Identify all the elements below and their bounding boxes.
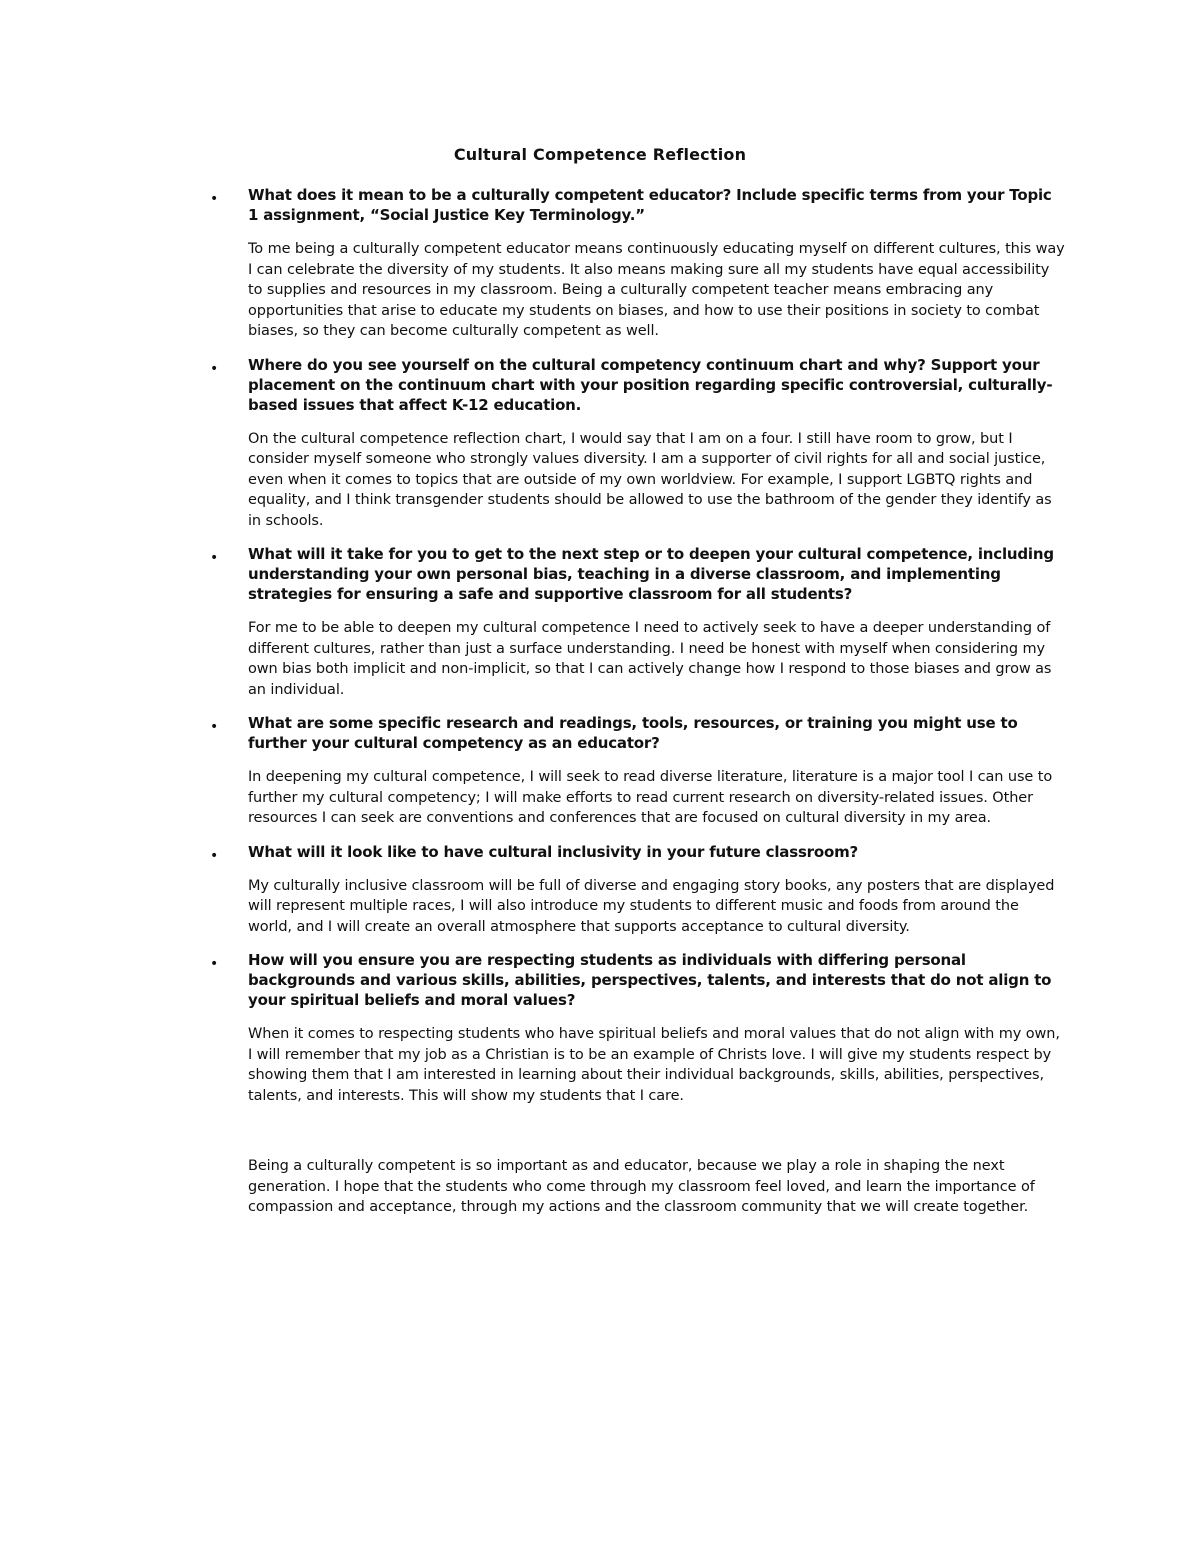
question-text: What will it look like to have cultural inclusivity in your future classroom? xyxy=(248,842,859,861)
bullet-icon: • xyxy=(210,191,219,207)
qa-section-6 xyxy=(210,950,1065,1106)
question-row xyxy=(210,713,1065,753)
bullet-icon: • xyxy=(210,550,219,566)
document-title: Cultural Competence Reflection xyxy=(453,145,747,164)
answer-text: In deepening my cultural competence, I will seek to read diverse literature, literature is a major tool I can use to further my cultural competency; I will make efforts to read current research on diversity-related issues. Other resources I can seek are conventions and conferences that are focused on cultural diversity in my area. xyxy=(248,769,1053,826)
question-text: Where do you see yourself on the cultural competency continuum chart and why? Support your placement on the continuum chart with your position regarding specific controversial, culturally-based issues that affect K-12 education. xyxy=(248,355,1053,414)
question-row xyxy=(210,355,1065,415)
qa-section-3 xyxy=(210,544,1065,700)
answer-text: When it comes to respecting students who have spiritual beliefs and moral values that do not align with my own, I will remember that my job as a Christian is to be an example of Christs love. I will give my students respect by showing them that I am interested in learning about their individual backgrounds, skills, abilities, perspectives, talents, and interests. This will show my students that I care. xyxy=(248,1026,1060,1104)
closing-paragraph: Being a culturally competent is so important as and educator, because we play a role in shaping the next generation. I hope that the students who come through my classroom feel loved, and learn the importance of compassion and acceptance, through my actions and the classroom community that we will create together. xyxy=(248,1158,1035,1215)
bullet-icon: • xyxy=(210,360,219,377)
document-body xyxy=(210,185,1065,1218)
answer-text: On the cultural competence reflection chart, I would say that I am on a four. I still have room to grow, but I consider myself someone who strongly values diversity. I am a supporter of civil rights for all and social justice, even when it comes to topics that are outside of my own worldview. For example, I support LGBTQ rights and equality, and I think transgender students should be allowed to use the bathroom of the gender they identify as in schools. xyxy=(248,430,1052,529)
answer-text: For me to be able to deepen my cultural competence I need to actively seek to have a deeper understanding of different cultures, rather than just a surface understanding. I need be honest with myself when considering my own bias both implicit and non-implicit, so that I can actively change how I respond to those biases and grow as an individual. xyxy=(248,620,1052,698)
question-row xyxy=(210,950,1065,1010)
question-row xyxy=(210,842,1065,862)
bullet-icon: • xyxy=(210,956,219,972)
qa-section-4 xyxy=(210,713,1065,829)
question-text: What are some specific research and readings, tools, resources, or training you might use to further your cultural competency as an educator? xyxy=(248,714,1018,752)
answer-text: My culturally inclusive classroom will be full of diverse and engaging story books, any posters that are displayed will represent multiple races, I will also introduce my students to different music and foods from around the world, and I will create an overall atmosphere that supports acceptance to cultural diversity. xyxy=(248,877,1055,935)
bullet-icon: • xyxy=(210,847,219,864)
bullet-icon: • xyxy=(210,719,219,735)
question-text: How will you ensure you are respecting students as individuals with differing personal backgrounds and various skills, abilities, perspectives, talents, and interests that do not align to your spiritual beliefs and moral values? xyxy=(248,951,1052,1009)
qa-section-2 xyxy=(210,355,1065,532)
qa-section-1 xyxy=(210,185,1065,342)
question-text: What will it take for you to get to the next step or to deepen your cultural competence, including understanding your own personal bias, teaching in a diverse classroom, and implementing strategies for ensuring a safe and supportive classroom for all students? xyxy=(248,545,1054,603)
question-row xyxy=(210,544,1065,604)
qa-section-5 xyxy=(210,842,1065,938)
question-row xyxy=(210,185,1065,225)
answer-text: To me being a culturally competent educator means continuously educating myself on different cultures, this way I can celebrate the diversity of my students. It also means making sure all my students have equal accessibility to supplies and resources in my classroom. Being a culturally competent teacher means embracing any opportunities that arise to educate my students on biases, and how to use their positions in society to combat biases, so they can become culturally competent as well. xyxy=(248,241,1065,339)
question-text: What does it mean to be a culturally competent educator? Include specific terms from your Topic 1 assignment, “Social Justice Key Terminology.” xyxy=(248,186,1052,224)
